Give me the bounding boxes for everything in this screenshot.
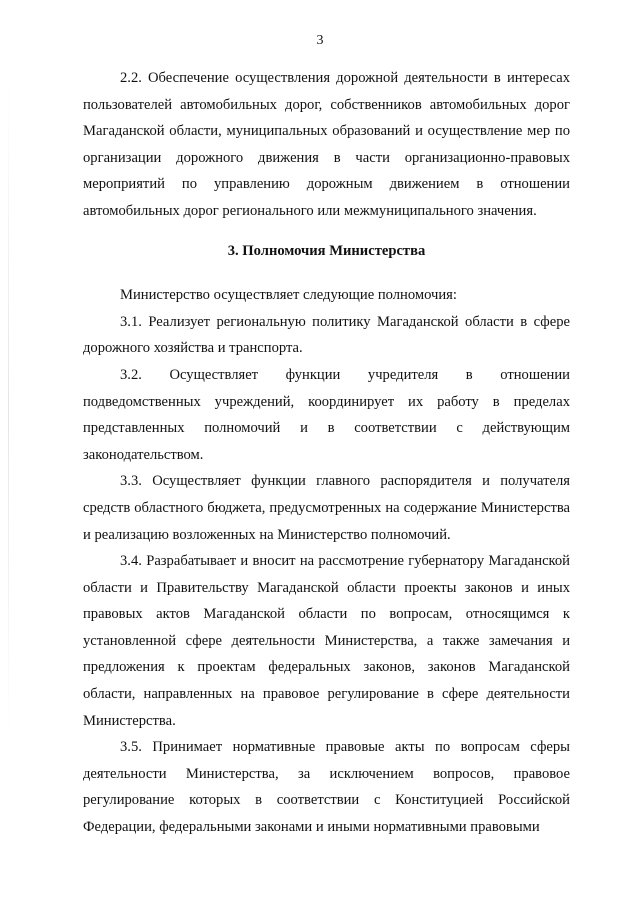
spacer <box>83 225 570 238</box>
page-number: 3 <box>316 33 324 48</box>
intro-paragraph: Министерство осуществляет следующие полномочия: <box>120 287 457 304</box>
paragraph-3-1: 3.1. Реализует региональную политику Магаданской области в сфере дорожного хозяйства и транспорта. <box>83 313 570 357</box>
paragraph-3-2: 3.2. Осуществляет функции учредителя в отношении подведомственных учреждений, координирует их работу в пределах представленных полномочий и в соответствии с действующим законодательством. <box>83 366 570 463</box>
paragraph-3-5: 3.5. Принимает нормативные правовые акты по вопросам сферы деятельности Министерства, за исключением вопросов, правовое регулирование которых в соответствии с Конституцией Российской Федерации, федеральными законами и иными нормативными правовыми <box>83 739 570 836</box>
section-heading: 3. Полномочия Министерства <box>227 242 426 259</box>
paragraph-3-4: 3.4. Разрабатывает и вносит на рассмотрение губернатору Магаданской области и Правительству Магаданской области проекты законов и иных правовых актов Магаданской области по вопросам, относящимся к установленной сфере деятельности Министерства, а также замечания и предложения к проектам федеральных законов, законов Магаданской области, направленных на правовое регулирование в сфере деятельности Министерства. <box>83 553 570 729</box>
spacer <box>83 264 570 282</box>
scan-shadow-edge <box>8 80 9 740</box>
paragraph-3-3: 3.3. Осуществляет функции главного распорядителя и получателя средств областного бюджета, предусмотренных на содержание Министерства и реализацию возложенных на Министерство полномочий. <box>83 473 570 543</box>
document-body <box>83 65 570 841</box>
paragraph-2-2: 2.2. Обеспечение осуществления дорожной деятельности в интересах пользователей автомобильных дорог, собственников автомобильных дорог Магаданской области, муниципальных образований и осуществление мер по организации дорожного движения в части организационно-правовых мероприятий по управлению дорожным движением в отношении автомобильных дорог регионального или межмуниципального значения. <box>83 70 570 219</box>
